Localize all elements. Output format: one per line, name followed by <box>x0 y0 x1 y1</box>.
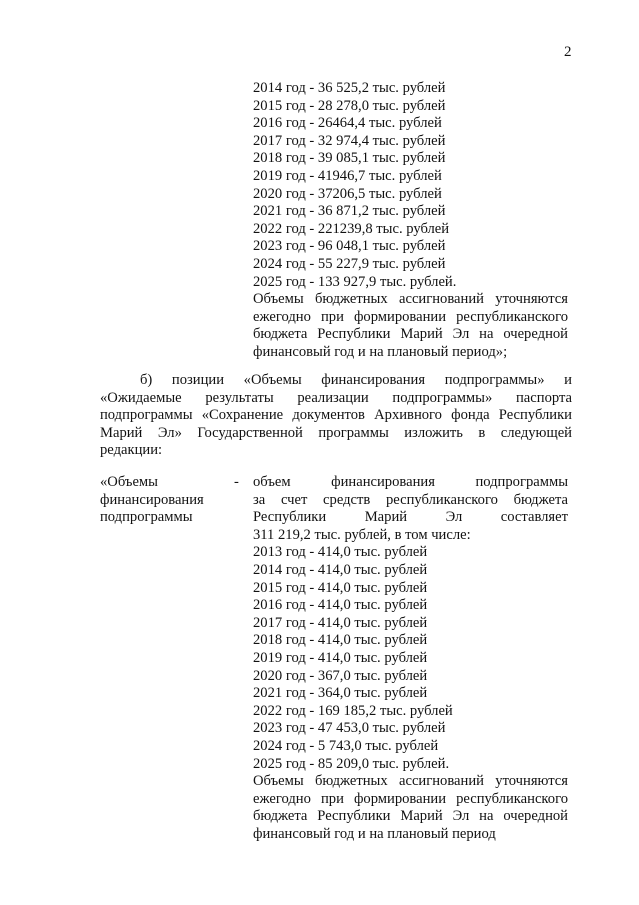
dash-separator: - <box>234 474 239 490</box>
funding-line: 2025 год - 133 927,9 тыс. рублей. <box>253 273 457 290</box>
label-line: «Объемы <box>100 474 158 490</box>
funding-line: 2014 год - 414,0 тыс. рублей <box>253 561 428 578</box>
paragraph-line: б) позиции «Объемы финансирования подпрограммы» и <box>140 372 572 388</box>
paragraph-line: подпрограммы «Сохранение документов Архивного фонда Республики <box>100 407 572 424</box>
funding-line: 2022 год - 221239,8 тыс. рублей <box>253 220 450 237</box>
funding-line: 2016 год - 26464,4 тыс. рублей <box>253 115 442 132</box>
intro-line: 311 219,2 тыс. рублей, в том числе: <box>253 526 471 543</box>
funding-line: 2023 год - 96 048,1 тыс. рублей <box>253 238 446 255</box>
label-line: подпрограммы <box>100 509 193 526</box>
note-line: Объемы бюджетных ассигнований уточняются <box>253 773 568 790</box>
funding-line: 2015 год - 414,0 тыс. рублей <box>253 579 428 596</box>
position-label <box>100 474 240 527</box>
note-line: бюджета Республики Марий Эл на очередной <box>253 326 568 343</box>
funding-line: 2013 год - 414,0 тыс. рублей <box>253 544 428 561</box>
funding-line: 2020 год - 367,0 тыс. рублей <box>253 667 428 684</box>
funding-line: 2019 год - 414,0 тыс. рублей <box>253 649 428 666</box>
intro-line: Республики Марий Эл составляет <box>253 509 568 526</box>
funding-line: 2020 год - 37206,5 тыс. рублей <box>253 185 442 202</box>
paragraph-b <box>100 372 572 460</box>
funding-list-top <box>253 80 568 362</box>
paragraph-line: «Ожидаемые результаты реализации подпрограммы» паспорта <box>100 389 572 406</box>
note-line: ежегодно при формировании республиканского <box>253 790 568 807</box>
funding-line: 2017 год - 414,0 тыс. рублей <box>253 614 428 631</box>
paragraph-line: редакции: <box>100 442 163 459</box>
note-line: Объемы бюджетных ассигнований уточняются <box>253 291 568 308</box>
funding-line: 2025 год - 85 209,0 тыс. рублей. <box>253 755 450 772</box>
funding-line: 2019 год - 41946,7 тыс. рублей <box>253 167 442 184</box>
intro-line: объем финансирования подпрограммы <box>253 474 568 490</box>
funding-line: 2018 год - 414,0 тыс. рублей <box>253 632 428 649</box>
page-number: 2 <box>564 44 572 60</box>
paragraph-line: Марий Эл» Государственной программы изложить в следующей <box>100 424 572 441</box>
funding-line: 2022 год - 169 185,2 тыс. рублей <box>253 702 453 719</box>
funding-line: 2015 год - 28 278,0 тыс. рублей <box>253 97 446 114</box>
note-line: бюджета Республики Марий Эл на очередной <box>253 808 568 825</box>
note-line: финансовый год и на плановый период <box>253 825 496 842</box>
label-line: финансирования <box>100 491 204 508</box>
funding-line: 2023 год - 47 453,0 тыс. рублей <box>253 720 446 737</box>
funding-line: 2014 год - 36 525,2 тыс. рублей <box>253 80 446 96</box>
funding-list-bottom <box>253 474 568 843</box>
funding-line: 2017 год - 32 974,4 тыс. рублей <box>253 132 446 149</box>
intro-line: за счет средств республиканского бюджета <box>253 491 568 508</box>
funding-line: 2021 год - 36 871,2 тыс. рублей <box>253 203 446 220</box>
funding-line: 2024 год - 5 743,0 тыс. рублей <box>253 737 439 754</box>
note-line: финансовый год и на плановый период»; <box>253 343 508 360</box>
funding-line: 2018 год - 39 085,1 тыс. рублей <box>253 150 446 167</box>
funding-line: 2016 год - 414,0 тыс. рублей <box>253 597 428 614</box>
funding-line: 2021 год - 364,0 тыс. рублей <box>253 685 428 702</box>
funding-line: 2024 год - 55 227,9 тыс. рублей <box>253 255 446 272</box>
note-line: ежегодно при формировании республиканского <box>253 308 568 325</box>
